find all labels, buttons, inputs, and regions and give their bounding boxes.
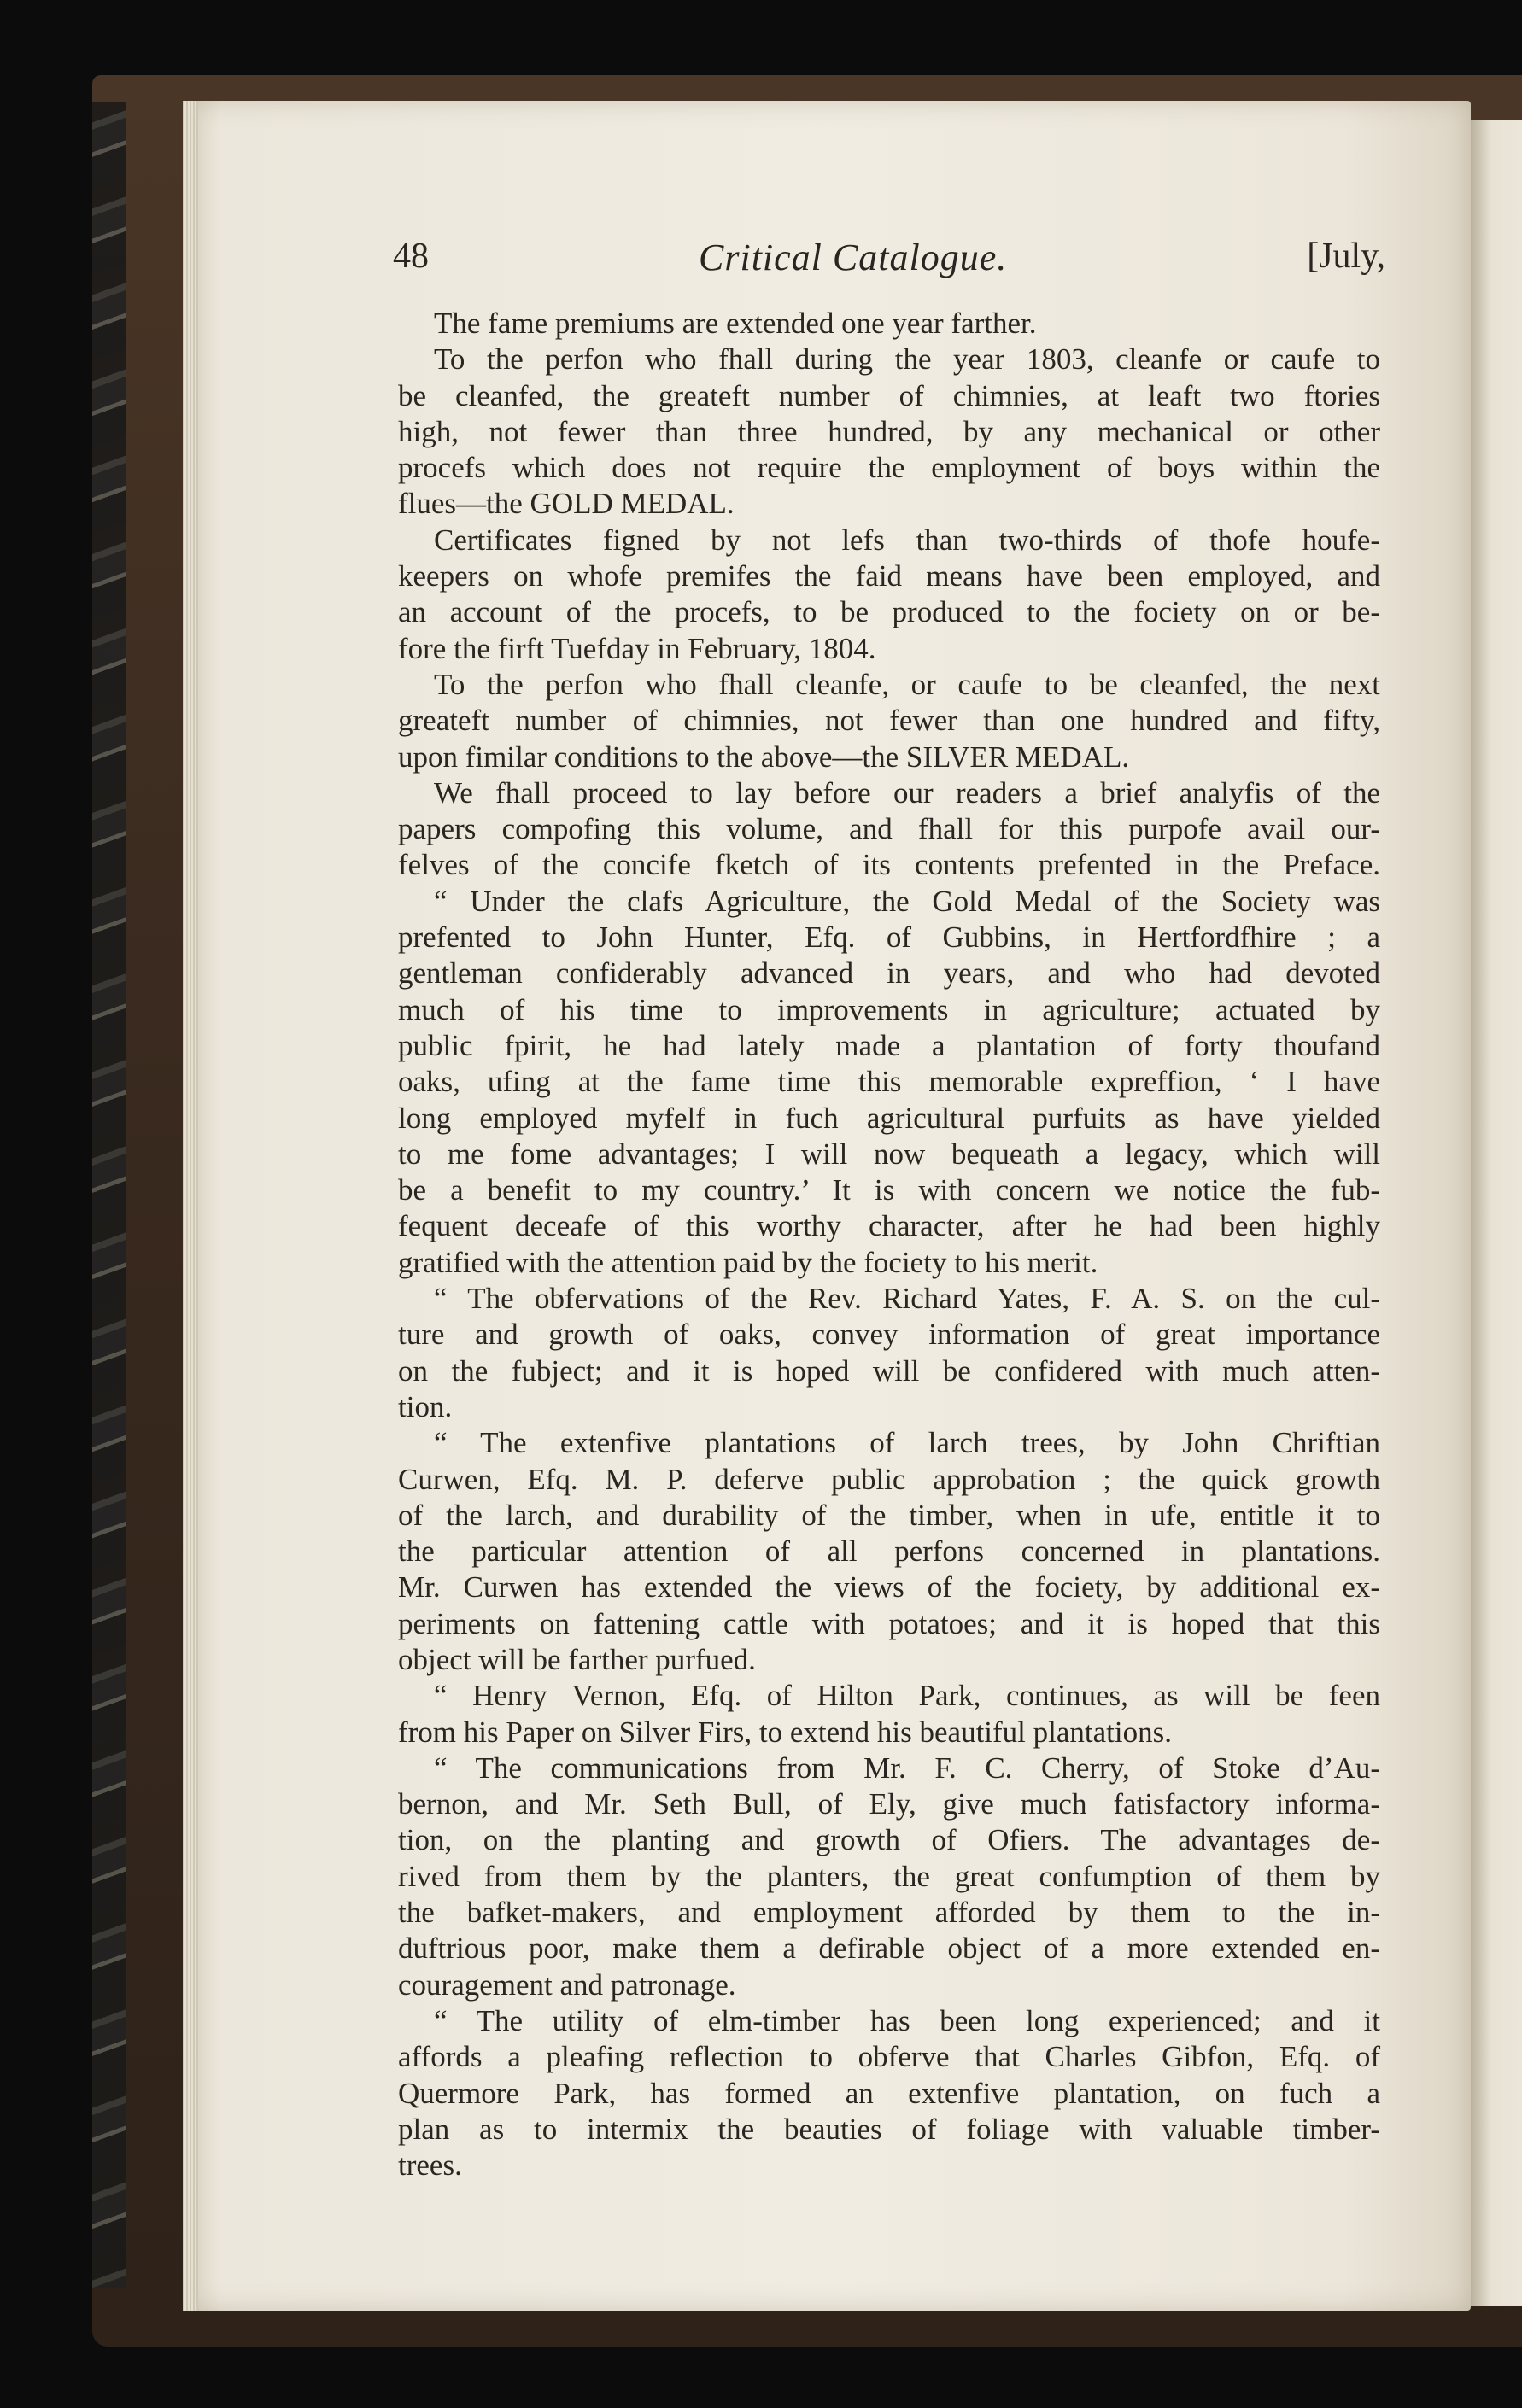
- marbled-binding: [92, 102, 126, 2288]
- text-line: procefs which does not require the employment of boys within the: [398, 451, 1380, 485]
- text-line: to me fome advantages; I will now bequeath a legacy, which will: [398, 1137, 1380, 1171]
- text-line: papers compofing this volume, and fhall for this purpofe avail our-: [398, 812, 1380, 846]
- text-line: object will be farther purfued.: [398, 1642, 756, 1676]
- text-line: “ Under the clafs Agriculture, the Gold Medal of the Society was: [434, 884, 1380, 918]
- text-line: fequent deceafe of this worthy character, after he had been highly: [398, 1209, 1380, 1243]
- month-marker: [July,: [1307, 237, 1385, 276]
- text-line: of the larch, and durability of the timber, when in ufe, entitle it to: [398, 1498, 1380, 1532]
- text-line: the particular attention of all perfons concerned in plantations.: [398, 1534, 1380, 1569]
- text-line: couragement and patronage.: [398, 1967, 736, 2002]
- text-line: an account of the procefs, to be produced to the fociety on or be-: [398, 595, 1380, 629]
- text-line: plan as to intermix the beauties of foliage with valuable timber-: [398, 2112, 1380, 2146]
- text-line: “ Henry Vernon, Efq. of Hilton Park, continues, as will be feen: [434, 1679, 1380, 1713]
- text-line: Quermore Park, has formed an extenfive plantation, on fuch a: [398, 2076, 1380, 2110]
- text-line: felves of the concife fketch of its contents prefented in the Preface.: [398, 848, 1380, 882]
- text-line: Curwen, Efq. M. P. deferve public approbation ; the quick growth: [398, 1462, 1380, 1496]
- text-line: trees.: [398, 2148, 462, 2183]
- text-line: oaks, ufing at the fame time this memorable expreffion, ‘ I have: [398, 1065, 1380, 1099]
- text-line: “ The utility of elm-timber has been long experienced; and it: [434, 2003, 1380, 2037]
- text-line: be a benefit to my country.’ It is with concern we notice the fub-: [398, 1173, 1380, 1207]
- text-line: public fpirit, he had lately made a plantation of forty thoufand: [398, 1028, 1380, 1062]
- text-line: Certificates figned by not lefs than two-thirds of thofe houfe-: [434, 523, 1380, 557]
- text-line: rived from them by the planters, the great confumption of them by: [398, 1859, 1380, 1893]
- text-line: “ The extenfive plantations of larch trees, by John Chriftian: [434, 1426, 1380, 1460]
- page-content: [393, 236, 1385, 2183]
- text-line: gratified with the attention paid by the fociety to his merit.: [398, 1245, 1098, 1279]
- text-line: the bafket-makers, and employment afforded by them to the in-: [398, 1896, 1380, 1930]
- facing-page-edge: [1471, 120, 1522, 2306]
- text-line: We fhall proceed to lay before our readers a brief analyfis of the: [434, 775, 1380, 809]
- text-line: “ The obfervations of the Rev. Richard Yates, F. A. S. on the cul-: [434, 1282, 1380, 1316]
- text-line: keepers on whofe premifes the faid means have been employed, and: [398, 559, 1380, 593]
- text-line: high, not fewer than three hundred, by any mechanical or other: [398, 414, 1380, 448]
- text-line: flues—the GOLD MEDAL.: [398, 487, 735, 521]
- running-title: Critical Catalogue.: [699, 237, 1008, 278]
- text-line: greateft number of chimnies, not fewer than one hundred and fifty,: [398, 704, 1380, 738]
- text-line: tion.: [398, 1389, 453, 1423]
- text-line: be cleanfed, the greateft number of chimnies, at leaft two ftories: [398, 378, 1380, 412]
- text-body: [398, 306, 1380, 2183]
- text-line: To the perfon who fhall cleanfe, or caufe to be cleanfed, the next: [434, 667, 1380, 701]
- text-line: from his Paper on Silver Firs, to extend his beautiful plantations.: [398, 1715, 1172, 1749]
- text-line: The fame premiums are extended one year farther.: [434, 307, 1037, 340]
- text-line: tion, on the planting and growth of Ofiers. The advantages de-: [398, 1823, 1380, 1857]
- running-header: [393, 236, 1385, 289]
- text-line: “ The communications from Mr. F. C. Cherry, of Stoke d’Au-: [434, 1750, 1380, 1785]
- text-line: duftrious poor, make them a defirable object of a more extended en-: [398, 1932, 1380, 1966]
- text-line: prefented to John Hunter, Efq. of Gubbins, in Hertfordfhire ; a: [398, 921, 1380, 955]
- text-line: long employed myfelf in fuch agricultural purfuits as have yielded: [398, 1101, 1380, 1135]
- page-stack-edge: [183, 101, 198, 2311]
- page-number: 48: [393, 237, 429, 276]
- text-line: on the fubject; and it is hoped will be confidered with much atten-: [398, 1353, 1380, 1388]
- text-line: Mr. Curwen has extended the views of the fociety, by additional ex-: [398, 1570, 1380, 1604]
- text-line: affords a pleafing reflection to obferve that Charles Gibfon, Efq. of: [398, 2040, 1380, 2074]
- text-line: bernon, and Mr. Seth Bull, of Ely, give much fatisfactory informa-: [398, 1787, 1380, 1821]
- text-line: upon fimilar conditions to the above—the SILVER MEDAL.: [398, 739, 1130, 774]
- text-line: periments on fattening cattle with potatoes; and it is hoped that this: [398, 1606, 1380, 1640]
- text-line: To the perfon who fhall during the year 1803, cleanfe or caufe to: [434, 342, 1380, 377]
- text-line: ture and growth of oaks, convey information of great importance: [398, 1318, 1380, 1352]
- text-line: fore the firft Tuefday in February, 1804.: [398, 631, 876, 665]
- text-line: much of his time to improvements in agriculture; actuated by: [398, 992, 1380, 1026]
- text-line: gentleman confiderably advanced in years, and who had devoted: [398, 956, 1380, 991]
